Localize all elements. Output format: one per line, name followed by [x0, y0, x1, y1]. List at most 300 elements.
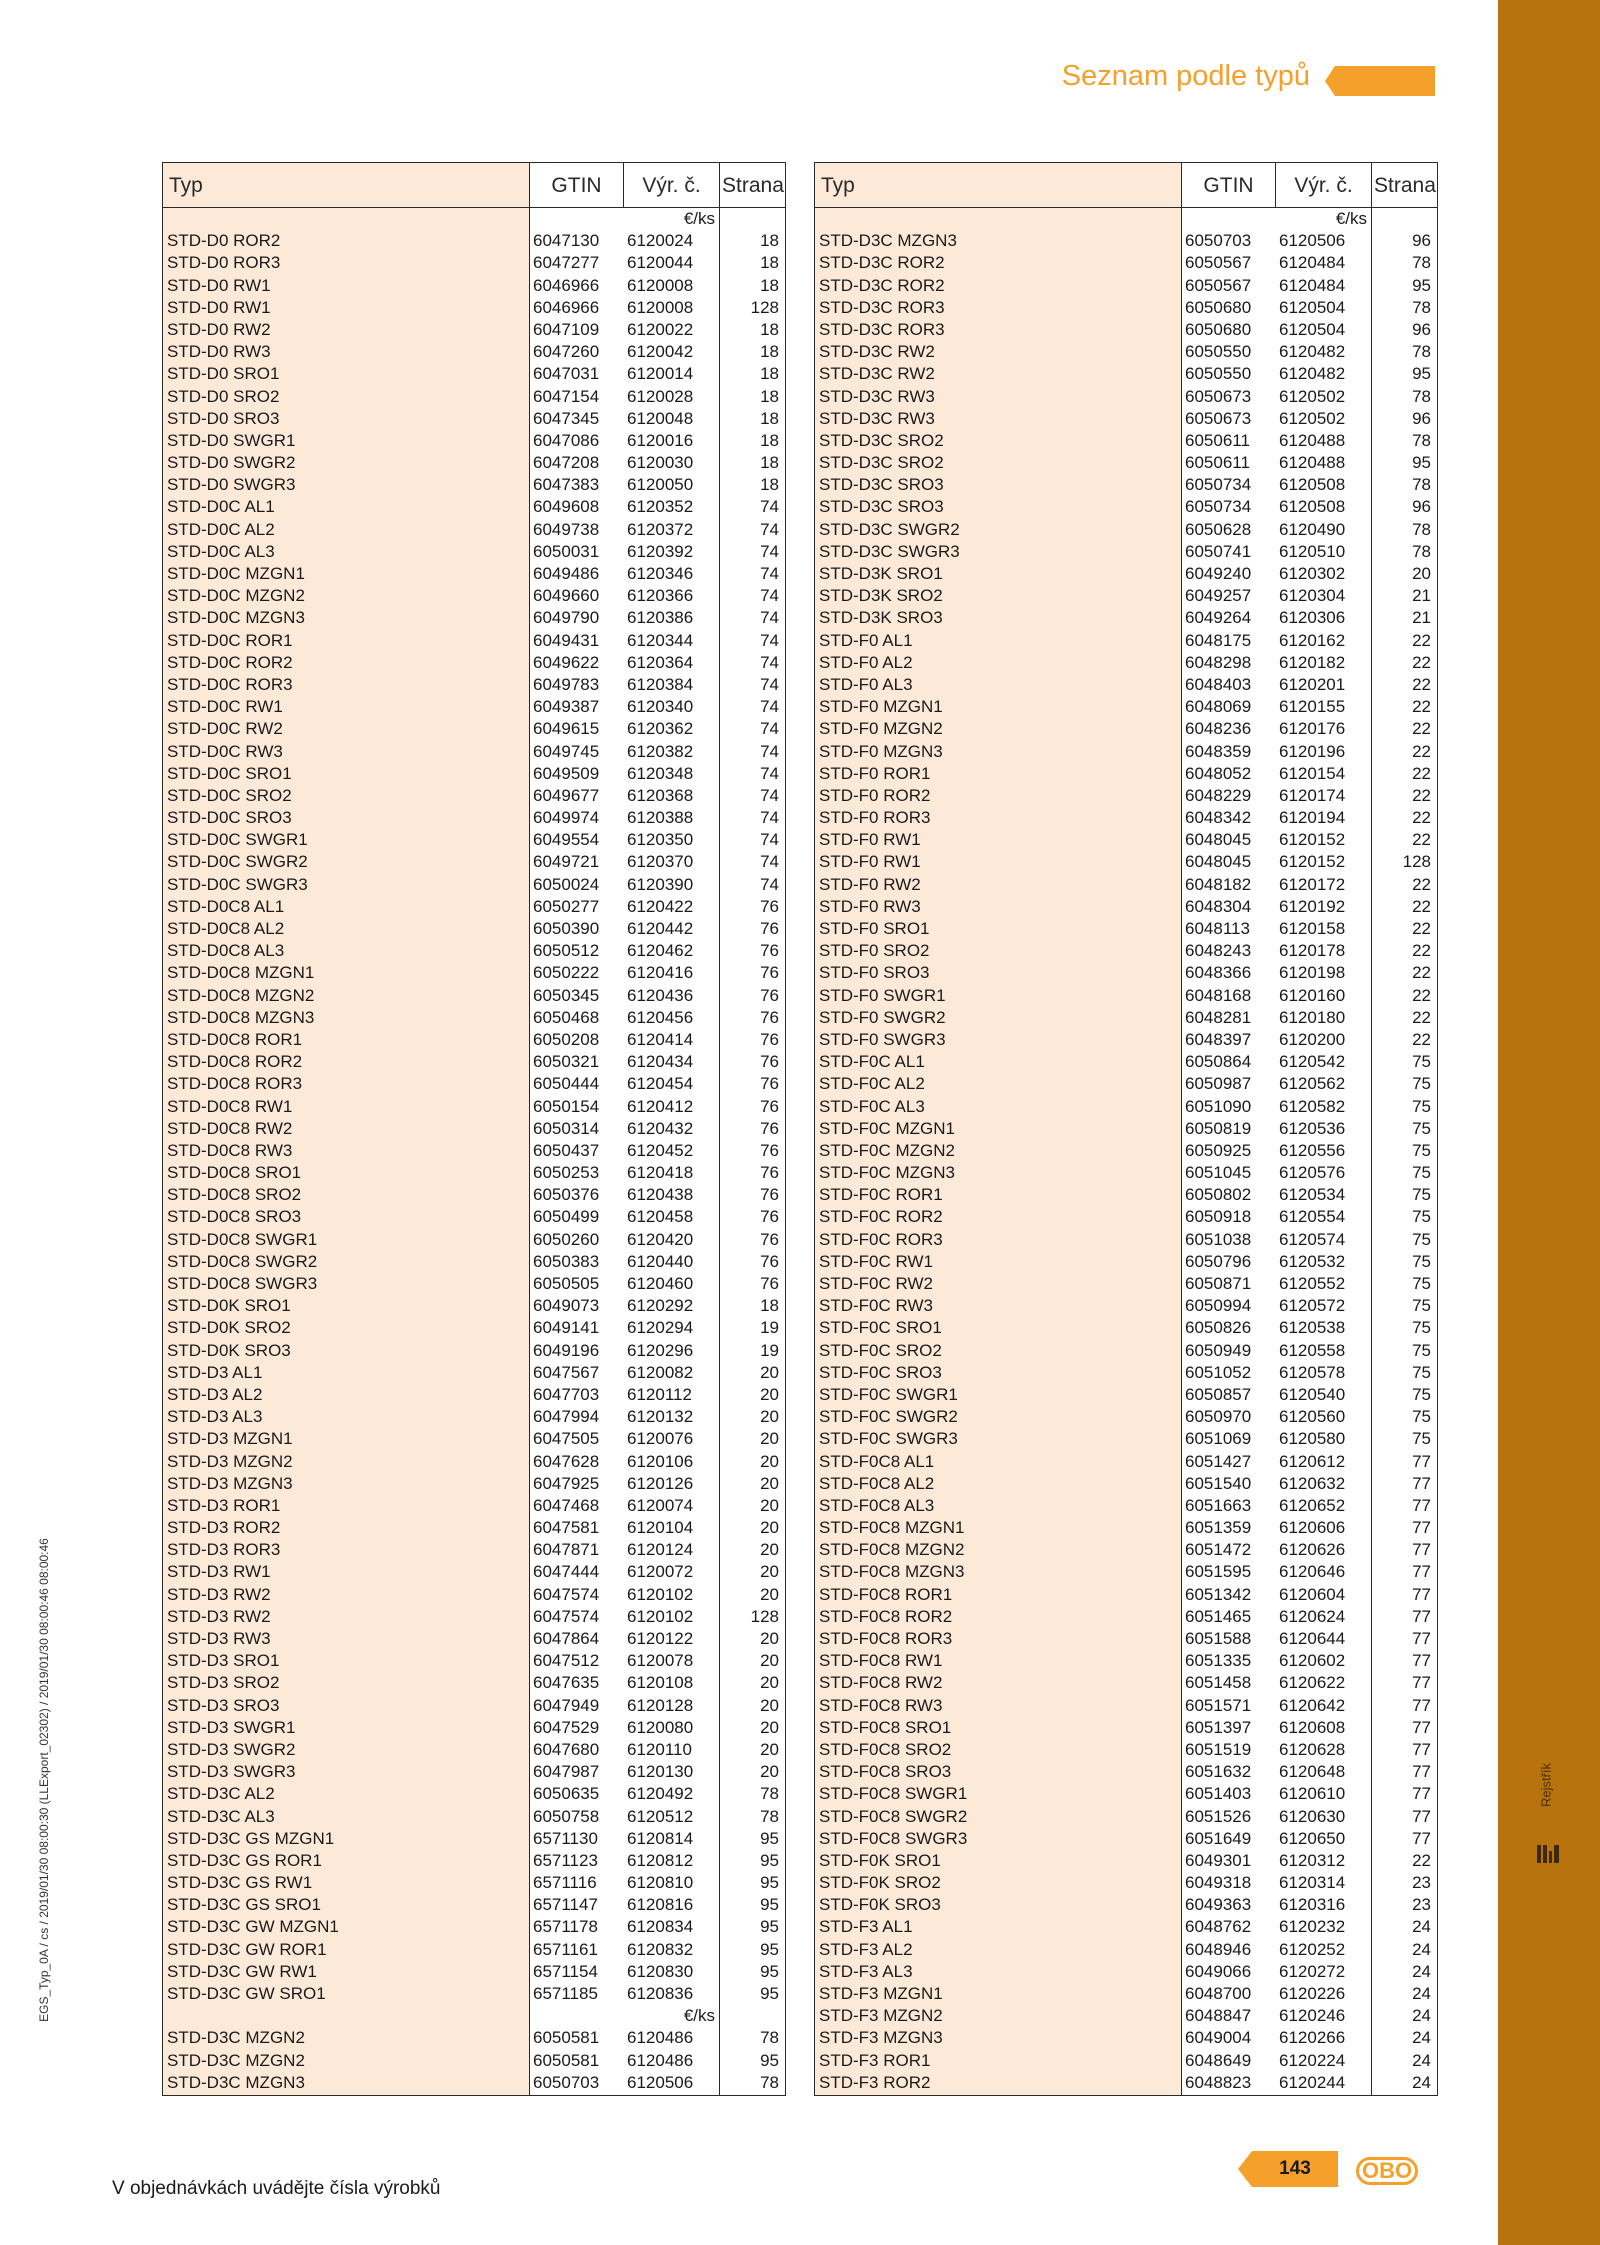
cell-gtin: 6049486 — [533, 564, 600, 583]
table-row — [815, 1717, 1437, 1739]
cell-strana: 74 — [760, 674, 779, 694]
cell-strana: 22 — [1412, 674, 1431, 694]
cell-typ: STD-F0C RW2 — [819, 1274, 933, 1293]
cell-gtin: 6050468 — [533, 1007, 600, 1027]
table-row — [815, 1273, 1437, 1295]
unit-label: €/ks — [683, 2006, 715, 2026]
cell-typ: STD-F0C8 SRO2 — [819, 1739, 952, 1759]
cell-typ: STD-D0C8 SWGR2 — [167, 1251, 318, 1271]
cell-typ: STD-D0C RW2 — [167, 719, 283, 739]
cell-vyr: 6120488 — [1279, 430, 1346, 450]
cell-vyr: 6120644 — [1279, 1629, 1346, 1648]
cell-strana: 20 — [760, 1518, 779, 1538]
cell-vyr: 6120504 — [1279, 297, 1346, 317]
cell-strana: 18 — [760, 1296, 779, 1316]
cell-typ: STD-D3C MZGN3 — [819, 231, 957, 251]
print-meta: EGS_Typ_0A / cs / 2019/01/30 08:00:30 (LLExport_02302) / 2019/01/30 08:00:46 08:00:46 — [37, 1538, 51, 2022]
table-row — [815, 763, 1437, 785]
cell-strana: 18 — [760, 275, 779, 295]
cell-vyr: 6120272 — [1279, 1961, 1346, 1981]
cell-gtin: 6047574 — [533, 1606, 600, 1626]
table-row — [163, 386, 785, 408]
cell-strana: 24 — [1412, 2006, 1431, 2026]
cell-gtin: 6050581 — [533, 2050, 600, 2070]
cell-strana: 77 — [1412, 1562, 1431, 1582]
cell-typ: STD-D0C8 ROR2 — [167, 1052, 303, 1072]
cell-gtin: 6047444 — [533, 1562, 600, 1582]
cell-typ: STD-D0C8 RW1 — [167, 1096, 293, 1116]
table-row — [815, 408, 1437, 430]
cell-gtin: 6050802 — [1185, 1185, 1252, 1205]
cell-gtin: 6047574 — [533, 1584, 600, 1604]
cell-strana: 74 — [760, 564, 779, 583]
cell-vyr: 6120420 — [627, 1229, 694, 1249]
table-row — [815, 230, 1437, 252]
cell-gtin: 6049363 — [1185, 1895, 1252, 1915]
cell-vyr: 6120344 — [627, 630, 694, 650]
cell-gtin: 6050864 — [1185, 1052, 1252, 1072]
cell-strana: 75 — [1412, 1274, 1431, 1293]
cell-gtin: 6050734 — [1185, 475, 1252, 495]
cell-typ: STD-F0K SRO2 — [819, 1873, 941, 1893]
cell-gtin: 6049240 — [1185, 564, 1252, 583]
cell-typ: STD-F0 MZGN2 — [819, 719, 943, 739]
cell-strana: 18 — [760, 408, 779, 428]
cell-gtin: 6051632 — [1185, 1762, 1252, 1782]
cell-strana: 18 — [760, 319, 779, 339]
cell-gtin: 6047987 — [533, 1762, 600, 1782]
cell-strana: 19 — [760, 1318, 779, 1338]
cell-gtin: 6047925 — [533, 1473, 600, 1493]
cell-vyr: 6120542 — [1279, 1052, 1346, 1072]
table-row — [815, 1672, 1437, 1694]
cell-typ: STD-D0C MZGN3 — [167, 608, 305, 628]
cell-vyr: 6120350 — [627, 830, 694, 850]
table-row — [815, 1295, 1437, 1317]
table-row — [163, 696, 785, 718]
table-row — [163, 1939, 785, 1961]
cell-gtin: 6049387 — [533, 697, 600, 717]
table-row — [163, 896, 785, 918]
cell-typ: STD-F0 SWGR2 — [819, 1007, 946, 1027]
cell-vyr: 6120502 — [1279, 386, 1346, 406]
cell-strana: 75 — [1412, 1074, 1431, 1094]
table-row — [815, 1051, 1437, 1073]
table-row — [163, 763, 785, 785]
table-row — [815, 1517, 1437, 1539]
cell-strana: 76 — [760, 985, 779, 1005]
cell-gtin: 6051403 — [1185, 1784, 1252, 1804]
cell-gtin: 6049318 — [1185, 1873, 1252, 1893]
cell-typ: STD-D0C8 RW3 — [167, 1140, 293, 1160]
cell-gtin: 6051397 — [1185, 1717, 1252, 1737]
cell-typ: STD-F0C MZGN3 — [819, 1163, 955, 1183]
cell-gtin: 6049264 — [1185, 608, 1252, 628]
cell-vyr: 6120810 — [627, 1873, 694, 1893]
cell-vyr: 6120384 — [627, 674, 694, 694]
table-row — [815, 519, 1437, 541]
table-row — [163, 1650, 785, 1672]
cell-strana: 20 — [760, 1739, 779, 1759]
table-row — [815, 696, 1437, 718]
cell-typ: STD-F0C SRO1 — [819, 1318, 942, 1338]
table-row — [163, 1539, 785, 1561]
cell-gtin: 6050611 — [1185, 430, 1250, 450]
table-row — [163, 519, 785, 541]
cell-strana: 18 — [760, 342, 779, 362]
cell-gtin: 6049257 — [1185, 586, 1252, 606]
cell-typ: STD-D3C GS RW1 — [167, 1873, 313, 1893]
cell-typ: STD-F0C MZGN2 — [819, 1140, 955, 1160]
cell-vyr: 6120442 — [627, 919, 694, 938]
cell-vyr: 6120626 — [1279, 1540, 1346, 1560]
cell-strana: 22 — [1412, 652, 1431, 672]
cell-typ: STD-D3 AL1 — [167, 1362, 263, 1382]
cell-vyr: 6120340 — [627, 697, 694, 717]
cell-gtin: 6047628 — [533, 1451, 600, 1471]
table-row — [815, 1739, 1437, 1761]
cell-gtin: 6050550 — [1185, 342, 1252, 362]
header-gtin: GTIN — [1181, 163, 1275, 207]
cell-strana: 22 — [1412, 985, 1431, 1005]
table-row — [815, 1473, 1437, 1495]
table-row — [815, 1961, 1437, 1983]
cell-typ: STD-D0C ROR2 — [167, 652, 293, 672]
cell-strana: 78 — [760, 1806, 779, 1826]
cell-typ: STD-D3 SRO2 — [167, 1673, 280, 1693]
cell-vyr: 6120172 — [1279, 874, 1346, 894]
cell-strana: 20 — [760, 1384, 779, 1404]
cell-strana: 78 — [1412, 386, 1431, 406]
cell-strana: 77 — [1412, 1784, 1431, 1804]
table-row — [815, 874, 1437, 896]
cell-typ: STD-D0 RW1 — [167, 297, 271, 317]
cell-strana: 95 — [760, 2050, 779, 2070]
cell-strana: 75 — [1412, 1340, 1431, 1360]
table-row — [815, 630, 1437, 652]
cell-strana: 22 — [1412, 830, 1431, 850]
cell-gtin: 6050154 — [533, 1096, 600, 1116]
cell-vyr: 6120830 — [627, 1961, 694, 1981]
cell-strana: 77 — [1412, 1540, 1431, 1560]
cell-gtin: 6049677 — [533, 785, 600, 805]
table-row — [163, 430, 785, 452]
cell-strana: 76 — [760, 1251, 779, 1271]
cell-strana: 78 — [760, 2072, 779, 2092]
table-body — [163, 208, 785, 2094]
cell-strana: 22 — [1412, 630, 1431, 650]
cell-strana: 74 — [760, 785, 779, 805]
cell-strana: 95 — [760, 1895, 779, 1915]
table-row — [163, 785, 785, 807]
cell-strana: 20 — [760, 1762, 779, 1782]
cell-gtin: 6047154 — [533, 386, 600, 406]
cell-vyr: 6120162 — [1279, 630, 1346, 650]
cell-strana: 75 — [1412, 1185, 1431, 1205]
table-row — [815, 452, 1437, 474]
table-row — [815, 718, 1437, 740]
table-row — [815, 1561, 1437, 1583]
cell-strana: 95 — [760, 1828, 779, 1848]
cell-gtin: 6048229 — [1185, 785, 1252, 805]
cell-typ: STD-D0K SRO1 — [167, 1296, 291, 1316]
cell-strana: 74 — [760, 763, 779, 783]
cell-vyr: 6120132 — [627, 1407, 694, 1427]
cell-vyr: 6120044 — [627, 253, 694, 273]
cell-strana: 20 — [760, 1407, 779, 1427]
table-row — [163, 1761, 785, 1783]
cell-typ: STD-D0C8 MZGN1 — [167, 963, 315, 983]
cell-typ: STD-D0C SWGR3 — [167, 874, 308, 894]
cell-typ: STD-F0C8 MZGN3 — [819, 1562, 965, 1582]
cell-gtin: 6050376 — [533, 1185, 600, 1205]
cell-strana: 22 — [1412, 919, 1431, 938]
cell-vyr: 6120486 — [627, 2028, 694, 2048]
cell-gtin: 6048823 — [1185, 2072, 1252, 2092]
cell-typ: STD-F0 MZGN1 — [819, 697, 943, 717]
header-typ: Typ — [821, 174, 855, 197]
cell-vyr: 6120484 — [1279, 253, 1346, 273]
table-row — [163, 1717, 785, 1739]
cell-typ: STD-D3C SRO2 — [819, 430, 944, 450]
table-row — [815, 1939, 1437, 1961]
cell-vyr: 6120508 — [1279, 497, 1346, 517]
cell-typ: STD-F0 AL3 — [819, 674, 913, 694]
cell-strana: 21 — [1412, 586, 1431, 606]
cell-gtin: 6050314 — [533, 1118, 600, 1138]
cell-strana: 95 — [760, 1939, 779, 1959]
cell-typ: STD-D0C ROR1 — [167, 630, 293, 650]
table-row — [163, 1451, 785, 1473]
cell-typ: STD-D3C GW ROR1 — [167, 1939, 327, 1959]
cell-strana: 76 — [760, 1096, 779, 1116]
cell-strana: 75 — [1412, 1096, 1431, 1116]
cell-strana: 95 — [1412, 453, 1431, 473]
cell-strana: 74 — [760, 741, 779, 761]
cell-vyr: 6120414 — [627, 1029, 694, 1049]
cell-gtin: 6049554 — [533, 830, 600, 850]
cell-typ: STD-F0C8 SWGR2 — [819, 1806, 968, 1826]
cell-typ: STD-D0C8 SRO3 — [167, 1207, 302, 1227]
cell-gtin: 6046966 — [533, 275, 600, 295]
cell-strana: 22 — [1412, 874, 1431, 894]
table-row — [815, 1828, 1437, 1850]
cell-gtin: 6050611 — [1185, 453, 1250, 473]
cell-vyr: 6120646 — [1279, 1562, 1346, 1582]
cell-vyr: 6120152 — [1279, 852, 1346, 872]
cell-gtin: 6048182 — [1185, 874, 1252, 894]
cell-gtin: 6047680 — [533, 1739, 600, 1759]
cell-typ: STD-F0 AL2 — [819, 652, 913, 672]
cell-strana: 74 — [760, 652, 779, 672]
table-row — [815, 496, 1437, 518]
cell-gtin: 6050734 — [1185, 497, 1252, 517]
header-strana: Strana — [1371, 163, 1437, 207]
table-row — [163, 1162, 785, 1184]
cell-gtin: 6048762 — [1185, 1917, 1252, 1937]
cell-gtin: 6048342 — [1185, 808, 1252, 828]
table-row — [815, 275, 1437, 297]
cell-vyr: 6120266 — [1279, 2028, 1346, 2048]
cell-typ: STD-D3C AL2 — [167, 1784, 275, 1804]
cell-gtin: 6051458 — [1185, 1673, 1252, 1693]
cell-vyr: 6120110 — [627, 1739, 692, 1759]
cell-gtin: 6050796 — [1185, 1251, 1252, 1271]
cell-typ: STD-F0 SWGR3 — [819, 1029, 946, 1049]
table-row — [163, 1495, 785, 1517]
cell-vyr: 6120366 — [627, 586, 694, 606]
cell-gtin: 6048069 — [1185, 697, 1252, 717]
table-row — [163, 1251, 785, 1273]
cell-typ: STD-D0 RW1 — [167, 275, 271, 295]
cell-vyr: 6120306 — [1279, 608, 1346, 628]
cell-gtin: 6051588 — [1185, 1629, 1252, 1648]
cell-gtin: 6050673 — [1185, 408, 1252, 428]
table-row — [815, 829, 1437, 851]
cell-gtin: 6047277 — [533, 253, 600, 273]
cell-vyr: 6120192 — [1279, 896, 1346, 916]
table-row — [163, 1894, 785, 1916]
cell-typ: STD-D3 SWGR2 — [167, 1739, 296, 1759]
table-row — [815, 1384, 1437, 1406]
table-row — [163, 1340, 785, 1362]
cell-gtin: 6050741 — [1185, 541, 1252, 561]
table-row — [815, 851, 1437, 873]
cell-gtin: 6049141 — [533, 1318, 600, 1338]
table-row — [163, 275, 785, 297]
cell-vyr: 6120201 — [1279, 674, 1346, 694]
cell-vyr: 6120014 — [627, 364, 694, 384]
cell-typ: STD-F0 SRO1 — [819, 919, 930, 938]
cell-strana: 76 — [760, 1163, 779, 1183]
cell-gtin: 6051540 — [1185, 1473, 1252, 1493]
section-sidebar — [1498, 0, 1600, 2245]
header-tab-marker — [1325, 66, 1435, 96]
table-row — [815, 1539, 1437, 1561]
cell-gtin: 6051342 — [1185, 1584, 1252, 1604]
cell-strana: 77 — [1412, 1495, 1431, 1515]
unit-row — [815, 208, 1437, 230]
table-row — [163, 1850, 785, 1872]
cell-typ: STD-F0 RW3 — [819, 896, 921, 916]
cell-vyr: 6120176 — [1279, 719, 1346, 739]
cell-vyr: 6120580 — [1279, 1429, 1346, 1449]
cell-gtin: 6047260 — [533, 342, 600, 362]
cell-vyr: 6120196 — [1279, 741, 1346, 761]
cell-typ: STD-D3C ROR2 — [819, 253, 945, 273]
cell-strana: 75 — [1412, 1118, 1431, 1138]
cell-typ: STD-D3K SRO1 — [819, 564, 943, 583]
cell-vyr: 6120552 — [1279, 1274, 1346, 1293]
cell-vyr: 6120454 — [627, 1074, 694, 1094]
cell-gtin: 6051571 — [1185, 1695, 1252, 1715]
cell-typ: STD-F0C SRO3 — [819, 1362, 942, 1382]
table-row — [163, 2027, 785, 2049]
cell-typ: STD-D3C SRO3 — [819, 475, 944, 495]
cell-vyr: 6120836 — [627, 1984, 694, 2003]
cell-typ: STD-F3 MZGN2 — [819, 2006, 943, 2026]
cell-strana: 20 — [760, 1473, 779, 1493]
cell-vyr: 6120652 — [1279, 1495, 1346, 1515]
cell-vyr: 6120302 — [1279, 564, 1346, 583]
sidebar-label[interactable]: Rejstřík — [1538, 1762, 1554, 1808]
cell-vyr: 6120370 — [627, 852, 694, 872]
cell-typ: STD-D3 SRO1 — [167, 1651, 280, 1671]
cell-vyr: 6120604 — [1279, 1584, 1346, 1604]
table-row — [815, 1806, 1437, 1828]
table-row — [163, 1473, 785, 1495]
cell-typ: STD-D0C SWGR2 — [167, 852, 308, 872]
cell-gtin: 6050857 — [1185, 1384, 1252, 1404]
cell-vyr: 6120028 — [627, 386, 694, 406]
cell-strana: 95 — [760, 1917, 779, 1937]
cell-vyr: 6120534 — [1279, 1185, 1346, 1205]
table-row — [163, 496, 785, 518]
cell-gtin: 6049974 — [533, 808, 600, 828]
cell-strana: 76 — [760, 1052, 779, 1072]
cell-vyr: 6120008 — [627, 275, 694, 295]
table-row — [815, 341, 1437, 363]
cell-vyr: 6120490 — [1279, 519, 1346, 539]
cell-strana: 22 — [1412, 1850, 1431, 1870]
cell-typ: STD-D3 ROR1 — [167, 1495, 281, 1515]
cell-gtin: 6571130 — [533, 1828, 598, 1848]
cell-vyr: 6120628 — [1279, 1739, 1346, 1759]
cell-strana: 75 — [1412, 1163, 1431, 1183]
table-row — [815, 1761, 1437, 1783]
cell-vyr: 6120198 — [1279, 963, 1346, 983]
table-header — [163, 163, 785, 208]
cell-typ: STD-F0C8 RW3 — [819, 1695, 943, 1715]
table-row — [815, 1495, 1437, 1517]
cell-strana: 78 — [1412, 519, 1431, 539]
cell-vyr: 6120108 — [627, 1673, 694, 1693]
cell-vyr: 6120416 — [627, 963, 694, 983]
cell-gtin: 6047383 — [533, 475, 600, 495]
cell-gtin: 6047505 — [533, 1429, 600, 1449]
table-row — [163, 230, 785, 252]
cell-vyr: 6120008 — [627, 297, 694, 317]
cell-strana: 95 — [760, 1961, 779, 1981]
cell-strana: 74 — [760, 497, 779, 517]
cell-vyr: 6120538 — [1279, 1318, 1346, 1338]
table-row — [163, 1628, 785, 1650]
table-row — [815, 1140, 1437, 1162]
cell-gtin: 6048366 — [1185, 963, 1252, 983]
cell-vyr: 6120130 — [627, 1762, 694, 1782]
cell-typ: STD-F0 RW1 — [819, 830, 921, 850]
cell-typ: STD-D3 MZGN2 — [167, 1451, 293, 1471]
cell-strana: 76 — [760, 1140, 779, 1160]
cell-typ: STD-D3C GW MZGN1 — [167, 1917, 339, 1937]
cell-typ: STD-D0C8 SRO1 — [167, 1163, 302, 1183]
table-row — [163, 1783, 785, 1805]
cell-gtin: 6050949 — [1185, 1340, 1252, 1360]
table-row — [815, 1007, 1437, 1029]
cell-gtin: 6571154 — [533, 1961, 598, 1981]
cell-typ: STD-D3C MZGN2 — [167, 2028, 305, 2048]
cell-vyr: 6120104 — [627, 1518, 694, 1538]
cell-strana: 128 — [750, 297, 779, 317]
table-row — [815, 607, 1437, 629]
cell-strana: 20 — [760, 1540, 779, 1560]
cell-vyr: 6120388 — [627, 808, 694, 828]
table-row — [815, 1606, 1437, 1628]
type-table-right — [814, 162, 1438, 2096]
cell-typ: STD-D0 SWGR3 — [167, 475, 296, 495]
cell-gtin: 6050390 — [533, 919, 600, 938]
cell-gtin: 6048700 — [1185, 1984, 1252, 2003]
